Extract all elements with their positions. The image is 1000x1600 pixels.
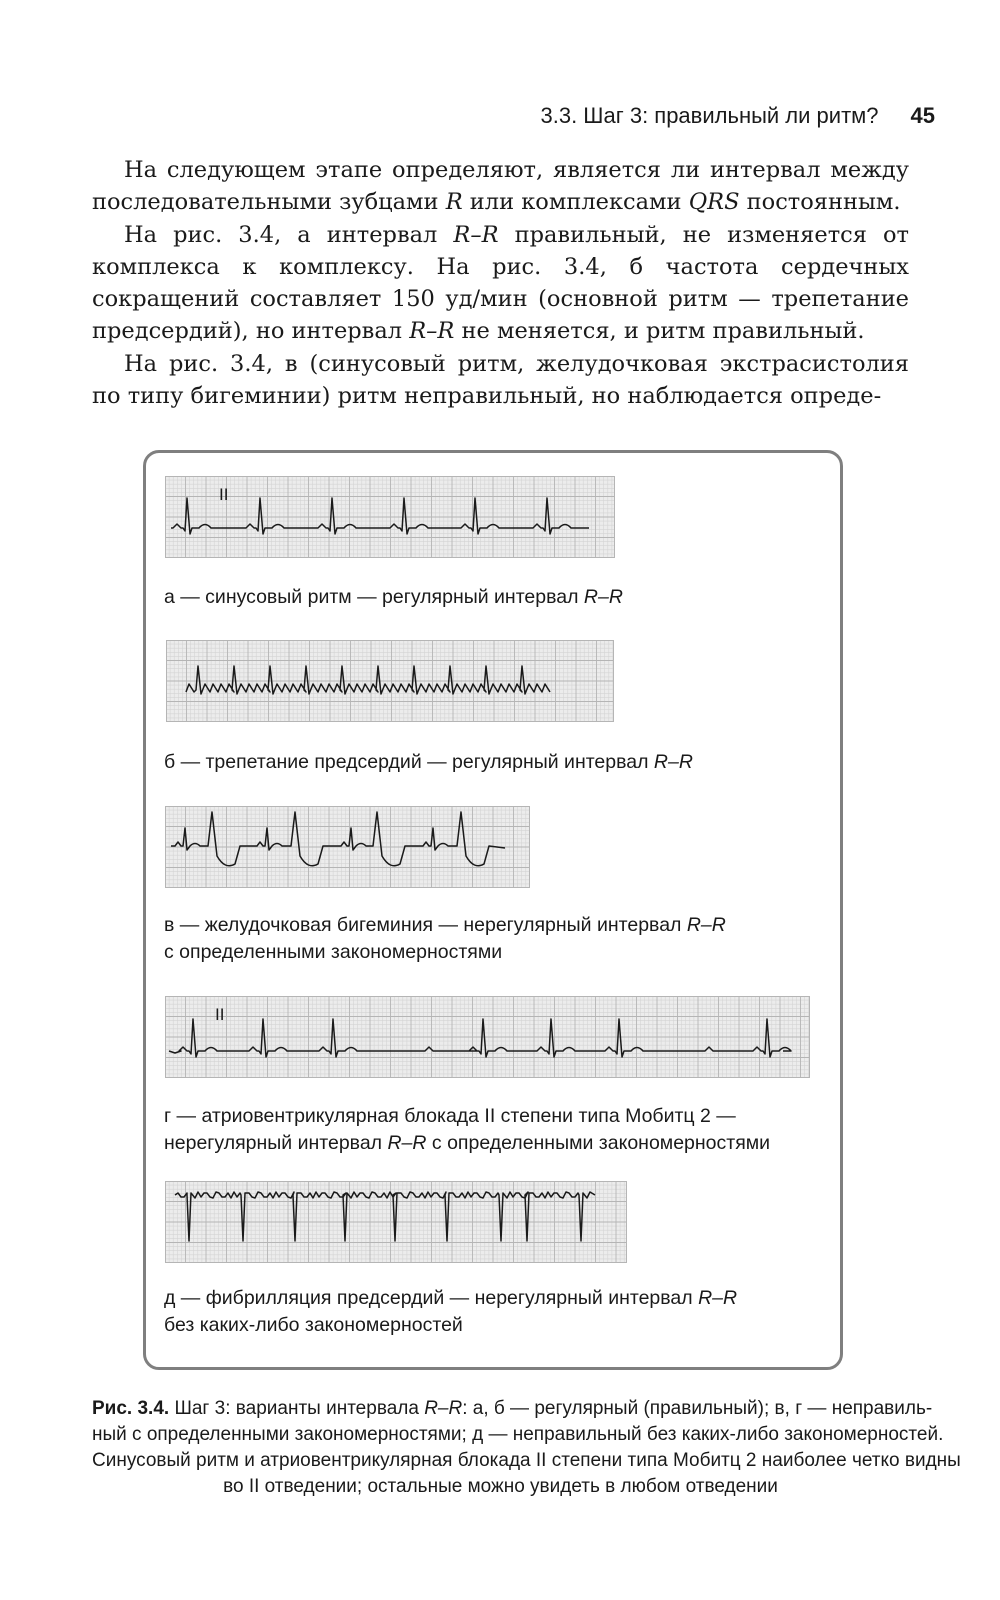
lead-label-a: II [219, 485, 229, 504]
ecg-strip-c-svg [165, 806, 530, 888]
caption-e-text: д — фибрилляция предсердий — нерегулярный интервал [164, 1287, 699, 1309]
caption-c-rr: R–R [686, 914, 726, 936]
p2-text-c: правильный, не изменяется от комплекса к комплексу. На рис. 3.4, б частота сердечных сокращений составляет 150 уд/мин (основной ритм — трепетание предсердий), но интервал [92, 221, 909, 345]
ecg-strip-b [166, 640, 614, 722]
caption-d-text-2b: с определенными закономерностями [426, 1132, 771, 1154]
page-number: 45 [910, 103, 935, 128]
figure-caption-line-4: во II отведении; остальные можно увидеть в любом отведении [223, 1476, 778, 1497]
caption-e-text-2: без каких-либо закономерностей [164, 1314, 463, 1336]
caption-b-rr: R–R [653, 751, 693, 773]
p1-text-c: или комплексами [462, 189, 689, 216]
p2-rr-1: R–R [453, 221, 499, 248]
caption-d-rr: R–R [387, 1132, 427, 1154]
p1-text-e: постоянным. [739, 189, 901, 216]
running-head [0, 100, 935, 132]
caption-d-text: г — атриовентрикулярная блокада II степени типа Мобитц 2 — [164, 1105, 736, 1127]
panel-caption-a [164, 584, 844, 611]
caption-b-text: б — трепетание предсердий — регулярный интервал [164, 751, 654, 773]
body-text [92, 154, 909, 412]
ecg-strip-d-svg [165, 996, 810, 1078]
p2-text-e: не меняется, и ритм правильный. [454, 318, 865, 345]
figure-caption-line-1 [92, 1396, 933, 1422]
caption-c-text-2: с определенными закономерностями [164, 941, 503, 963]
caption-c-text: в — желудочковая бигеминия — нерегулярный интервал [164, 914, 687, 936]
figure-caption-line-2: ный с определенными закономерностями; д — неправильный без каких-либо закономерностей. [92, 1424, 944, 1445]
paragraph-1 [92, 154, 909, 219]
figure-caption-l1b: : а, б — регулярный (правильный); в, г — неправиль- [462, 1398, 933, 1419]
running-head-title: 3.3. Шаг 3: правильный ли ритм? [540, 103, 879, 128]
ecg-strip-e-svg [165, 1181, 627, 1263]
panel-caption-e [164, 1285, 844, 1339]
panel-caption-c [164, 912, 844, 966]
figure-caption [92, 1396, 961, 1500]
panel-caption-b [164, 749, 844, 776]
caption-a-rr: R–R [583, 586, 623, 608]
ecg-strip-c [165, 806, 530, 888]
p1-r: R [445, 189, 463, 216]
ecg-strip-b-svg [166, 640, 614, 722]
caption-e-rr: R–R [698, 1287, 738, 1309]
p2-rr-2: R–R [409, 318, 455, 345]
ecg-strip-a [165, 476, 615, 558]
caption-d-text-2a: нерегулярный интервал [164, 1132, 388, 1154]
figure-caption-l1a: Шаг 3: варианты интервала [169, 1398, 425, 1419]
figure-caption-rr: R–R [424, 1398, 463, 1419]
p1-text-a: На следующем этапе определяют, является ли интервал между последовательными зубцами [92, 157, 909, 216]
ecg-strip-d [165, 996, 810, 1078]
p1-qrs: QRS [688, 189, 740, 216]
caption-a-text: а — синусовый ритм — регулярный интервал [164, 586, 584, 608]
figure-caption-label: Рис. 3.4. [92, 1398, 170, 1419]
p2-text-a: На рис. 3.4, а интервал [124, 221, 454, 248]
paragraph-3: На рис. 3.4, в (синусовый ритм, желудочковая экстрасистолия по типу бигеминии) ритм неправильный, но наблюдается опреде- [92, 350, 909, 410]
ecg-strip-e [165, 1181, 627, 1263]
panel-caption-d [164, 1103, 844, 1157]
figure-caption-line-3: Синусовый ритм и атриовентрикулярная блокада II степени типа Мобитц 2 наиболее четко видны [92, 1450, 961, 1471]
paragraph-2 [92, 219, 909, 348]
ecg-strip-a-svg [165, 476, 615, 558]
lead-label-d: II [215, 1005, 225, 1024]
